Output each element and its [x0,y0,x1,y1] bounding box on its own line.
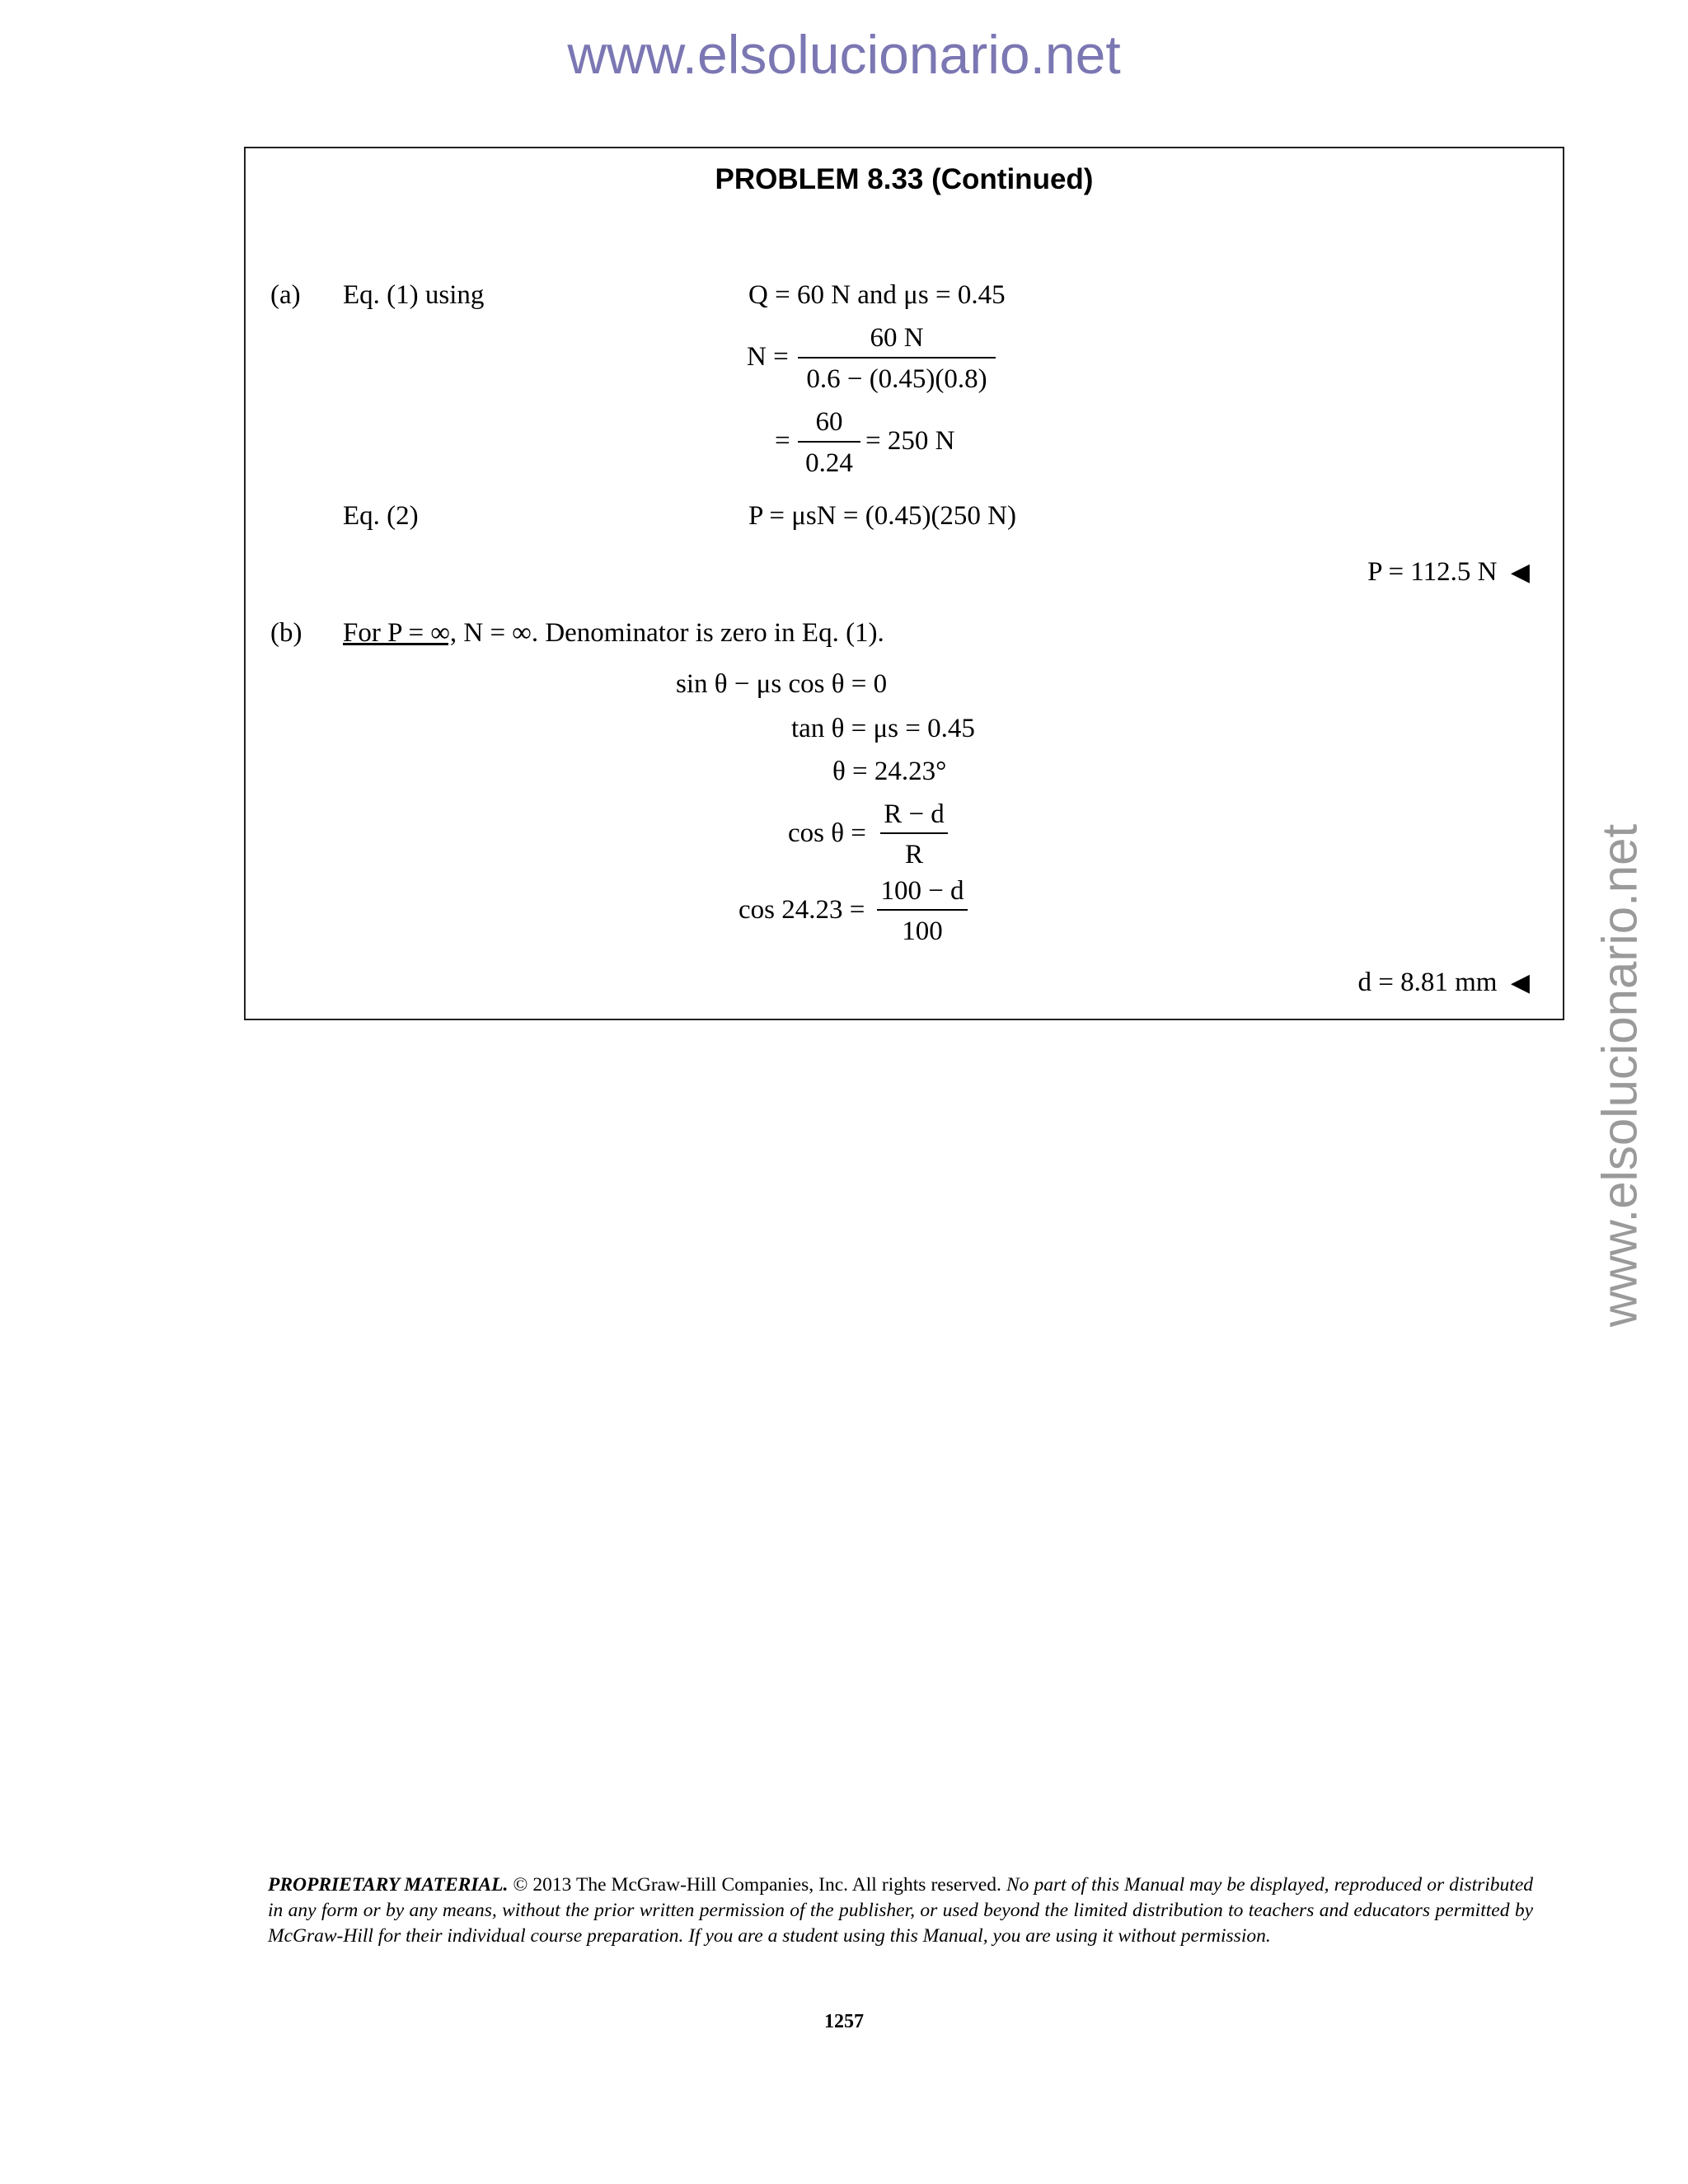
part-b-statement: For P = ∞, N = ∞. Denominator is zero in Eq. (1). [343,618,884,648]
eq2-label: Eq. (2) [343,501,419,531]
problem-box [244,147,1564,1020]
theta-value: θ = 24.23° [832,757,947,786]
fraction2-bar [798,441,860,443]
fraction2-numerator: 60 [815,407,843,437]
n-fraction-denominator: 0.6 − (0.45)(0.8) [806,364,987,394]
cos-denominator: R [904,840,923,869]
copyright-footer: PROPRIETARY MATERIAL. © 2013 The McGraw-Hill Companies, Inc. All rights reserved. No part of this Manual may be displayed, reproduced or distributed in any form or by any means, without the prior written permission of the publisher, or used beyond the limited distribution to teachers and educators permitted by McGraw-Hill for their individual course preparation. If you are a student using this Manual, you are using it without permission. [268,1874,1534,1947]
watermark-top: www.elsolucionario.net [567,24,1121,85]
cos2-fraction-bar [877,909,968,911]
tan-equation: tan θ = μs = 0.45 [791,714,975,743]
eq1-using-text: Eq. (1) using [343,280,485,310]
fraction2-denominator: 0.24 [805,448,853,478]
sin-cos-equation: sin θ − μs cos θ = 0 [676,669,888,699]
n-fraction-numerator: 60 N [870,323,924,353]
answer-p: P = 112.5 N ◀ [1367,557,1530,587]
part-a-label: (a) [270,280,301,310]
answer-marker-icon: ◀ [1510,969,1530,996]
answer-d: d = 8.81 mm ◀ [1357,968,1530,997]
answer-marker-icon: ◀ [1510,559,1530,586]
given-values: Q = 60 N and μs = 0.45 [748,280,1006,310]
cos-fraction-bar [880,832,948,834]
cos2-denominator: 100 [902,916,943,946]
cos-lhs: cos θ = [788,818,866,848]
n-lhs: N = [747,342,789,372]
cos2-numerator: 100 − d [880,876,964,906]
cos-numerator: R − d [884,799,945,829]
part-b-label: (b) [270,618,302,648]
page-number: 1257 [824,2011,864,2032]
fraction2-result: = 250 N [865,426,955,456]
problem-title: PROBLEM 8.33 (Continued) [715,163,1094,195]
equals-sign: = [775,426,790,456]
n-fraction-bar [798,357,996,359]
cos2-lhs: cos 24.23 = [738,895,865,925]
p-equation: P = μsN = (0.45)(250 N) [748,501,1017,531]
watermark-side: www.elsolucionario.net [1592,823,1648,1328]
